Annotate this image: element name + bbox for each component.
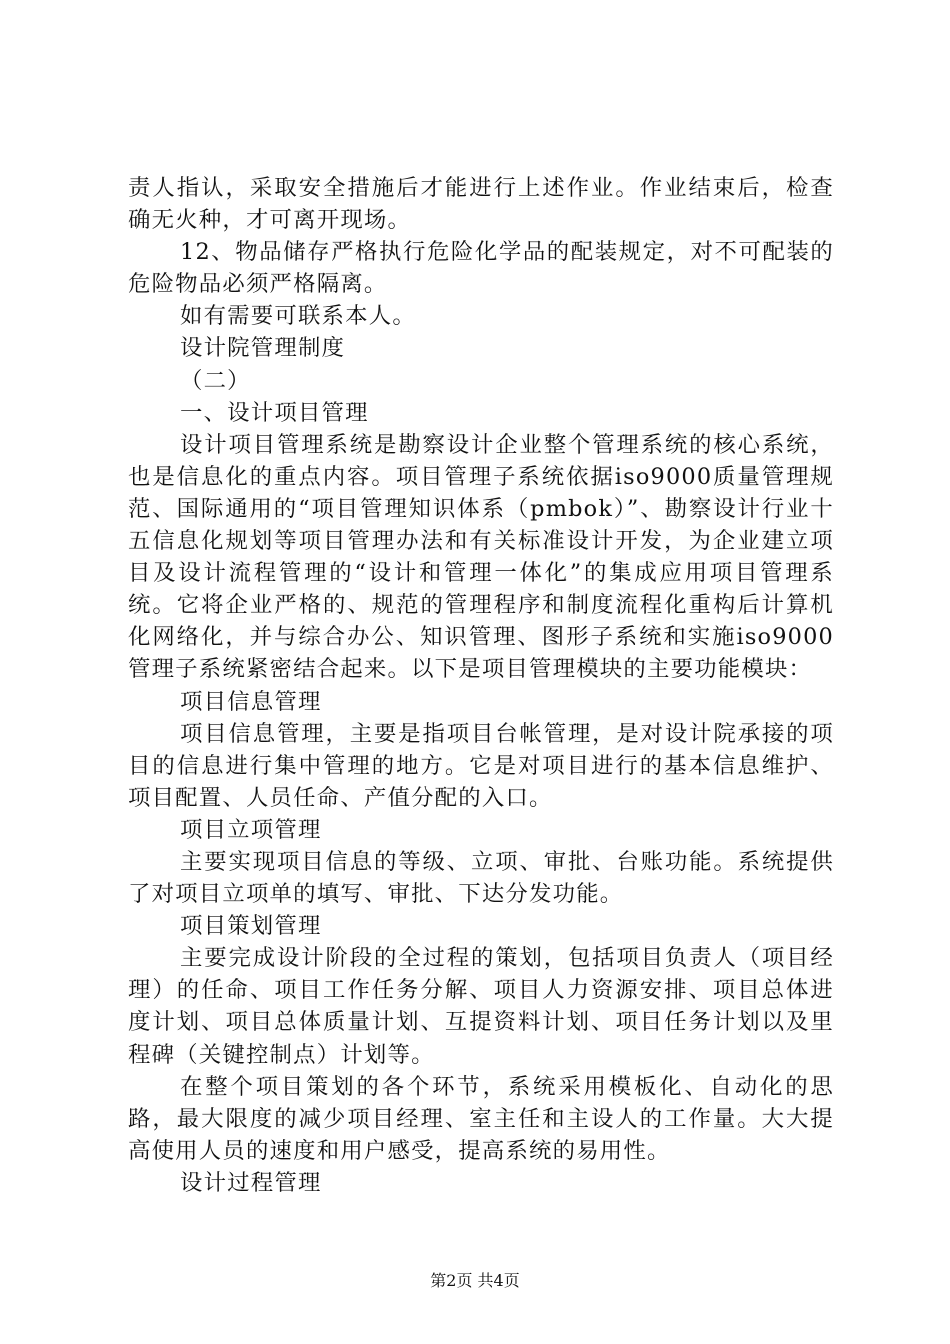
subheading-project-planning: 项目策划管理 (180, 913, 322, 940)
subheading-project-approval: 项目立项管理 (180, 816, 322, 843)
paragraph-system-overview: 设计项目管理系统是勘察设计企业整个管理系统的核心系统，也是信息化的重点内容。项目管理子系统依据iso9000质量管理规范、国际通用的“项目管理知识体系（pmbok）”、勘察设计行业十五信息化规划等项目管理办法和有关标准设计开发，为企业建立项目及设计流程管理的“设计和管理一体化”的集成应用项目管理系统。它将企业严格的、规范的管理程序和制度流程化重构后计算机化网络化，并与综合办公、知识管理、图形子系统和实施iso9000管理子系统紧密结合起来。以下是项目管理模块的主要功能模块： (128, 431, 834, 683)
page-footer: 第2页 共4页 (430, 1271, 520, 1290)
section-number: （二） (180, 367, 251, 394)
paragraph-contact-note: 如有需要可联系本人。 (180, 303, 416, 330)
heading-design-project-management: 一、设计项目管理 (180, 399, 369, 426)
paragraph-project-planning: 主要完成设计阶段的全过程的策划，包括项目负责人（项目经理）的任命、项目工作任务分解、项目人力资源安排、项目总体进度计划、项目总体质量计划、互提资料计划、项目任务计划以及里程碑（关键控制点）计划等。 (128, 945, 834, 1068)
paragraph-storage-rule: 12、物品储存严格执行危险化学品的配装规定，对不可配装的危险物品必须严格隔离。 (128, 239, 834, 298)
paragraph-safety-continuation: 责人指认，采取安全措施后才能进行上述作业。作业结束后，检查确无火种，才可离开现场。 (128, 175, 834, 234)
subheading-project-info: 项目信息管理 (180, 688, 322, 715)
document-body (128, 172, 834, 1199)
section-title-design-institute: 设计院管理制度 (180, 335, 346, 362)
paragraph-planning-automation: 在整个项目策划的各个环节，系统采用模板化、自动化的思路，最大限度的减少项目经理、室主任和主设人的工作量。大大提高使用人员的速度和用户感受，提高系统的易用性。 (128, 1073, 834, 1164)
paragraph-project-info: 项目信息管理，主要是指项目台帐管理，是对设计院承接的项目的信息进行集中管理的地方。它是对项目进行的基本信息维护、项目配置、人员任命、产值分配的入口。 (128, 720, 834, 811)
paragraph-project-approval: 主要实现项目信息的等级、立项、审批、台账功能。系统提供了对项目立项单的填写、审批、下达分发功能。 (128, 848, 834, 908)
subheading-design-process: 设计过程管理 (180, 1169, 322, 1196)
